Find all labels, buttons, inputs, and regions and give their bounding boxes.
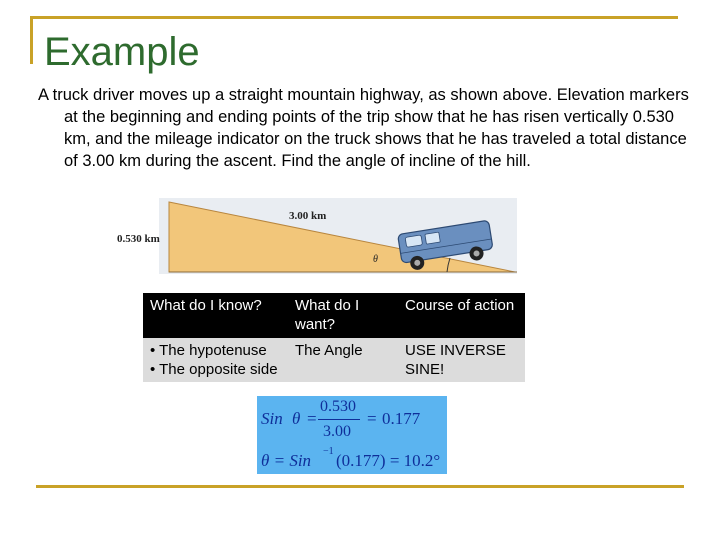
table-row xyxy=(143,338,525,382)
formula-equals-2: = xyxy=(367,409,377,428)
header-action: Course of action xyxy=(398,293,525,338)
formula-denominator: 3.00 xyxy=(323,423,351,440)
formula-inverse-exp: −1 xyxy=(323,446,334,457)
cell-action: USE INVERSE SINE! xyxy=(398,338,525,382)
bottom-accent-line xyxy=(36,485,684,488)
header-know: What do I know? xyxy=(143,293,288,338)
incline-diagram xyxy=(117,198,517,274)
analysis-table xyxy=(143,293,525,382)
top-accent-line xyxy=(30,16,678,19)
height-label: 0.530 km xyxy=(117,233,160,245)
problem-statement: A truck driver moves up a straight mountain highway, as shown above. Elevation markers at the beginning and ending points of the trip show that he has risen vertically 0.530 km, and the mileage indicator on the truck shows that he has traveled a total distance of 3.00 km during the ascent. Find the angle of incline of the hill. xyxy=(38,86,689,170)
formula-inverse-lhs: θ = Sin xyxy=(261,451,312,470)
known-item: • The hypotenuse xyxy=(150,342,267,359)
left-accent-line xyxy=(30,16,33,64)
known-item: • The opposite side xyxy=(150,361,278,378)
formula-numerator: 0.530 xyxy=(320,398,356,415)
formula-inverse-arg: (0.177) = 10.2° xyxy=(336,451,441,470)
formula-box xyxy=(257,396,447,474)
formula-equals: = xyxy=(307,409,317,428)
formula-theta: θ xyxy=(292,409,301,428)
header-want: What do I want? xyxy=(288,293,398,338)
fraction-bar xyxy=(318,419,360,420)
cell-want: The Angle xyxy=(288,338,398,382)
formula-result: 0.177 xyxy=(382,409,421,428)
cell-known xyxy=(143,338,288,382)
hypotenuse-label: 3.00 km xyxy=(289,210,327,222)
table-header-row xyxy=(143,293,525,338)
angle-label: θ xyxy=(373,254,378,265)
slide-title: Example xyxy=(44,30,200,74)
formula-sin: Sin xyxy=(261,409,283,428)
